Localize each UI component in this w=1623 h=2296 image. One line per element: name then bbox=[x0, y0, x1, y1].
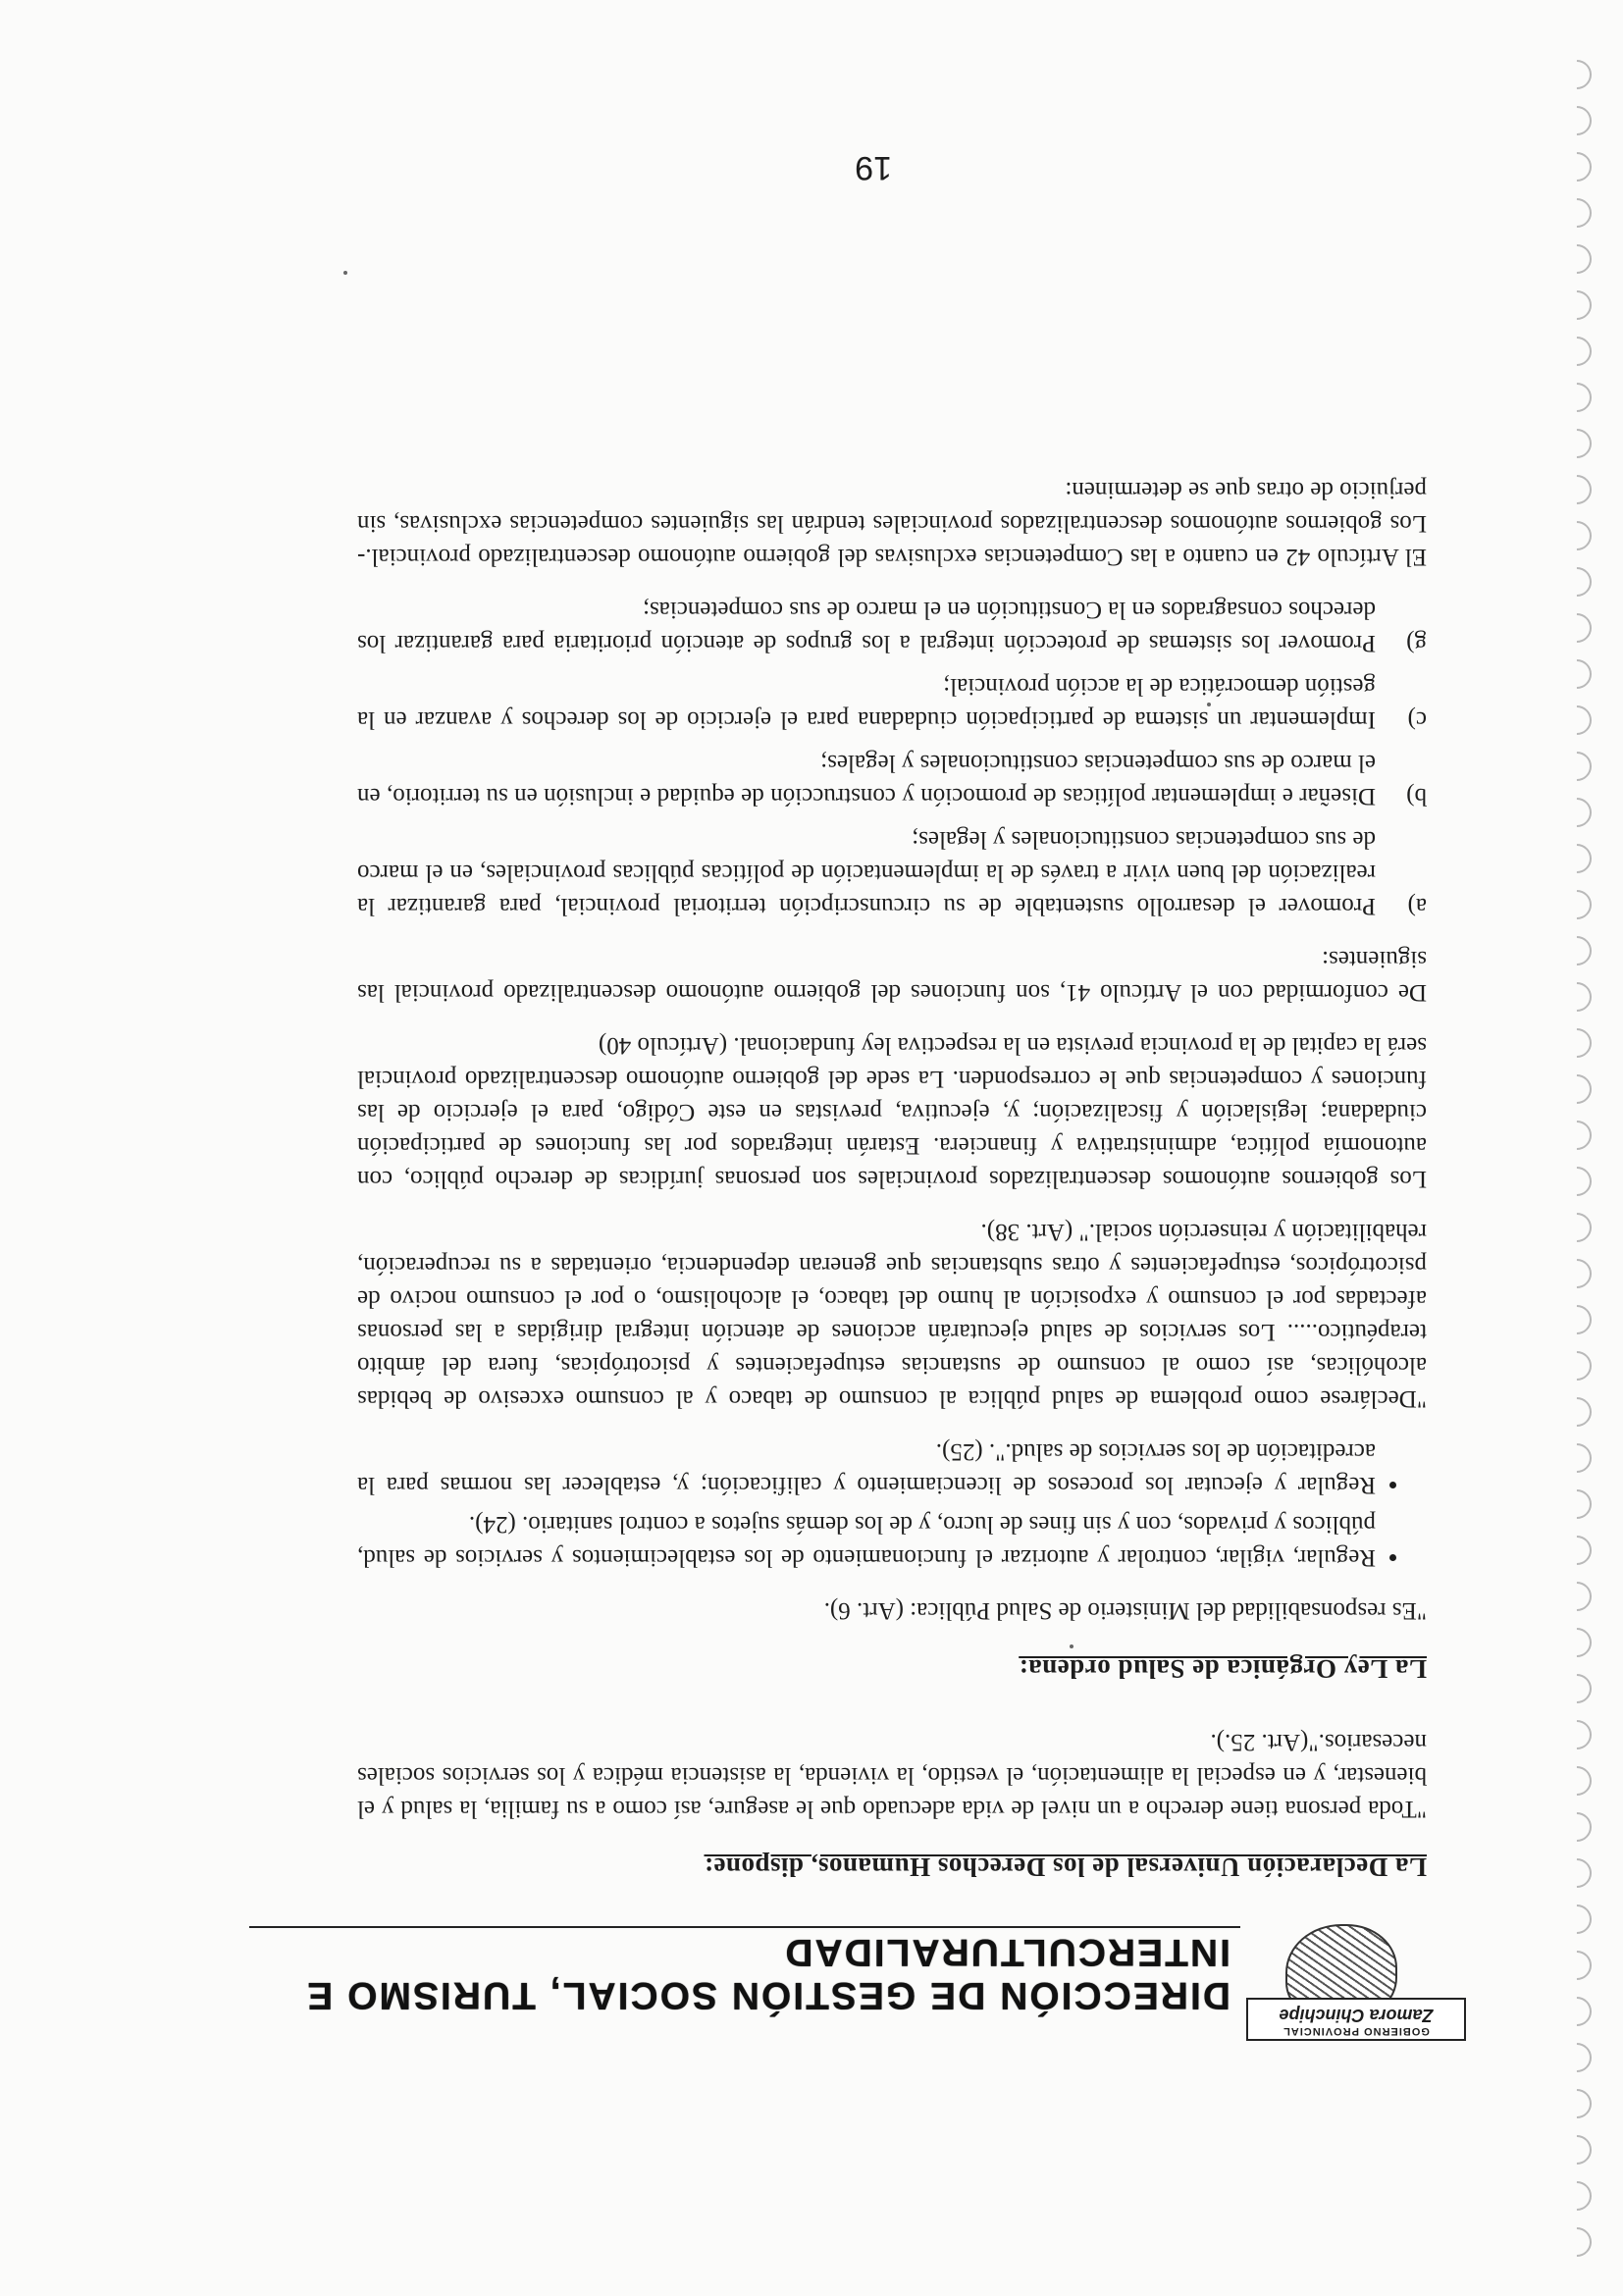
binder-hole bbox=[1556, 515, 1597, 556]
binder-hole bbox=[1556, 54, 1597, 95]
losa-intro: "Es responsabilidad del Ministerio de Salud Pública: (Art. 6). bbox=[823, 1597, 1427, 1624]
tobacco-paragraph: "Declárese como problema de salud pública al consumo de tabaco y al consumo excesivo de bebidas alcohólicas, así como al consumo de sustancias estupefacientes y psicotrópicas, fuera del ámbito terapéutico..... Los servicios de salud ejecutarán acciones de atención integral dirigidas a las personas afectadas por el consumo y exposición al humo del tabaco, el alcoholismo, o por el consumo nocivo de psicotrópicos, estupefacientes y otras substancias que generan dependencia, orientadas a su recuperación, rehabilitación y reinserción social." (Art. 38). bbox=[357, 1219, 1427, 1412]
list-item bbox=[357, 822, 1427, 922]
binder-hole bbox=[1556, 1945, 1597, 1986]
losa-bullet-list bbox=[357, 1435, 1427, 1574]
binder-hole bbox=[1556, 930, 1597, 971]
item-text: Promover el desarrollo sustentable de su circunscripción territorial provincial, para garantizar la realización del buen vivir a través de la implementación de políticas públicas provinciales, en el marco de sus competencias constitucionales y legales; bbox=[357, 826, 1376, 919]
binder-hole bbox=[1556, 2175, 1597, 2217]
binder-hole bbox=[1556, 100, 1597, 141]
scan-speck bbox=[343, 271, 347, 275]
binder-hole bbox=[1556, 653, 1597, 695]
art42-paragraph: El Artículo 42 en cuanto a las Competencias exclusivas del gobierno autónomo descentralizado provincial.- Los gobiernos autónomos descentralizados provinciales tendrán las siguientes competencias exclusivas, sin perjuicio de otras que se determinen: bbox=[357, 477, 1427, 570]
binder-hole bbox=[1556, 2129, 1597, 2170]
item-marker: g) bbox=[1406, 630, 1427, 656]
binder-hole bbox=[1556, 1760, 1597, 1801]
binder-hole bbox=[1556, 1899, 1597, 1940]
item-marker: c) bbox=[1407, 706, 1427, 733]
binder-hole bbox=[1556, 285, 1597, 326]
header-divider bbox=[249, 1926, 1240, 1928]
binder-hole bbox=[1556, 1391, 1597, 1433]
udhr-paragraph: "Toda persona tiene derecho a un nivel de vida adecuado que le asegure, así como a su familia, la salud y el bienestar, y en especial la alimentación, el vestido, la vivienda, la asistencia médica y los servicios sociales necesarios."(Art. 25.). bbox=[357, 1729, 1427, 1822]
page-number: 19 bbox=[855, 149, 892, 186]
item-text: Implementar un sistema de participación ciudadana para el ejercicio de los derechos y avanzar en la gestión democrática de la acción provincial; bbox=[357, 673, 1376, 733]
list-item: • Regular, vigilar, controlar y autorizar el funcionamiento de los establecimientos y servicios de salud, públicos y privados, con y sin fines de lucro, y de los demás sujetos a control sanitario. (24). bbox=[357, 1507, 1376, 1574]
binder-hole bbox=[1556, 1852, 1597, 1894]
binder-hole bbox=[1556, 746, 1597, 787]
binder-hole bbox=[1556, 377, 1597, 418]
list-item bbox=[357, 593, 1427, 659]
document-body bbox=[357, 453, 1427, 1884]
scan-speck bbox=[1207, 703, 1211, 706]
binder-hole bbox=[1556, 192, 1597, 234]
art41-list bbox=[357, 593, 1427, 922]
binder-hole bbox=[1556, 838, 1597, 879]
binder-hole bbox=[1556, 146, 1597, 187]
losa-heading: La Ley Orgánica de Salud ordena: bbox=[1019, 1654, 1427, 1684]
binder-hole bbox=[1556, 1622, 1597, 1663]
binder-hole bbox=[1556, 1161, 1597, 1202]
binder-hole bbox=[1556, 1668, 1597, 1709]
binder-hole bbox=[1556, 1530, 1597, 1571]
list-item: • Regular y ejecutar los procesos de licenciamiento y calificación; y, establecer las normas para la acreditación de los servicios de salud.". (25). bbox=[357, 1435, 1376, 1501]
binder-hole bbox=[1556, 2083, 1597, 2124]
binder-hole bbox=[1556, 469, 1597, 510]
provincial-logo bbox=[1240, 1923, 1466, 2041]
binder-hole bbox=[1556, 1207, 1597, 1248]
logo-line1: GOBIERNO PROVINCIAL bbox=[1283, 2025, 1430, 2037]
binder-hole bbox=[1556, 700, 1597, 741]
art41-intro: De conformidad con el Artículo 41, son funciones del gobierno autónomo descentralizado provincial las siguientes: bbox=[357, 946, 1427, 1006]
binder-hole bbox=[1556, 976, 1597, 1018]
item-text: Diseñar e implementar políticas de promoción y construcción de equidad e inclusión en su territorio, en el marco de sus competencias constitucionales y legales; bbox=[357, 750, 1376, 809]
item-text: Promover los sistemas de protección integral a los grupos de atención prioritaria para garantizar los derechos consagrados en la Constitución en el marco de sus competencias; bbox=[357, 597, 1376, 656]
binder-hole bbox=[1556, 238, 1597, 280]
binder-hole bbox=[1556, 2221, 1597, 2263]
binder-hole bbox=[1556, 423, 1597, 464]
udhr-heading: La Declaración Universal de los Derechos Humanos, dispone: bbox=[704, 1852, 1427, 1882]
logo-line2: Zamora Chinchipe bbox=[1279, 2006, 1434, 2025]
binder-hole bbox=[1556, 607, 1597, 649]
gobiernos-paragraph: Los gobiernos autónomos descentralizados provinciales son personas jurídicas de derecho público, con autonomía política, administrativa y financiera. Estarán integrados por las funciones de participación ciudadana; legislación y fiscalización; y, ejecutiva, previstas en este Código, para el ejercicio de las funciones y competencias que le corresponden. La sede del gobierno autónomo descentralizado provincial será la capital de la provincia prevista en la respectiva ley fundacional. (Artículo 40) bbox=[357, 1032, 1427, 1192]
binder-hole bbox=[1556, 561, 1597, 602]
list-item bbox=[357, 669, 1427, 736]
binder-hole bbox=[1556, 1115, 1597, 1156]
item-marker: b) bbox=[1406, 783, 1427, 809]
binder-hole bbox=[1556, 2037, 1597, 2078]
binder-hole bbox=[1556, 1484, 1597, 1525]
logo-nameplate bbox=[1246, 1998, 1466, 2041]
binder-hole bbox=[1556, 1714, 1597, 1755]
scan-speck bbox=[1070, 1644, 1073, 1648]
binder-hole bbox=[1556, 1437, 1597, 1479]
binder-hole bbox=[1556, 1022, 1597, 1064]
list-item bbox=[357, 746, 1427, 812]
binder-hole bbox=[1556, 1991, 1597, 2032]
letterhead bbox=[249, 1904, 1466, 2051]
department-title: DIRECCIÓN DE GESTIÓN SOCIAL, TURISMO E INTERCULTURALIDAD bbox=[305, 1931, 1230, 2016]
binder-hole bbox=[1556, 1253, 1597, 1294]
binder-hole bbox=[1556, 1345, 1597, 1386]
binder-hole bbox=[1556, 331, 1597, 372]
binder-hole bbox=[1556, 1806, 1597, 1848]
binder-hole bbox=[1556, 1299, 1597, 1340]
item-marker: a) bbox=[1407, 893, 1427, 919]
binder-hole bbox=[1556, 1069, 1597, 1110]
binder-hole bbox=[1556, 1576, 1597, 1617]
binder-holes bbox=[1544, 39, 1603, 2257]
binder-hole bbox=[1556, 792, 1597, 833]
binder-hole bbox=[1556, 884, 1597, 925]
